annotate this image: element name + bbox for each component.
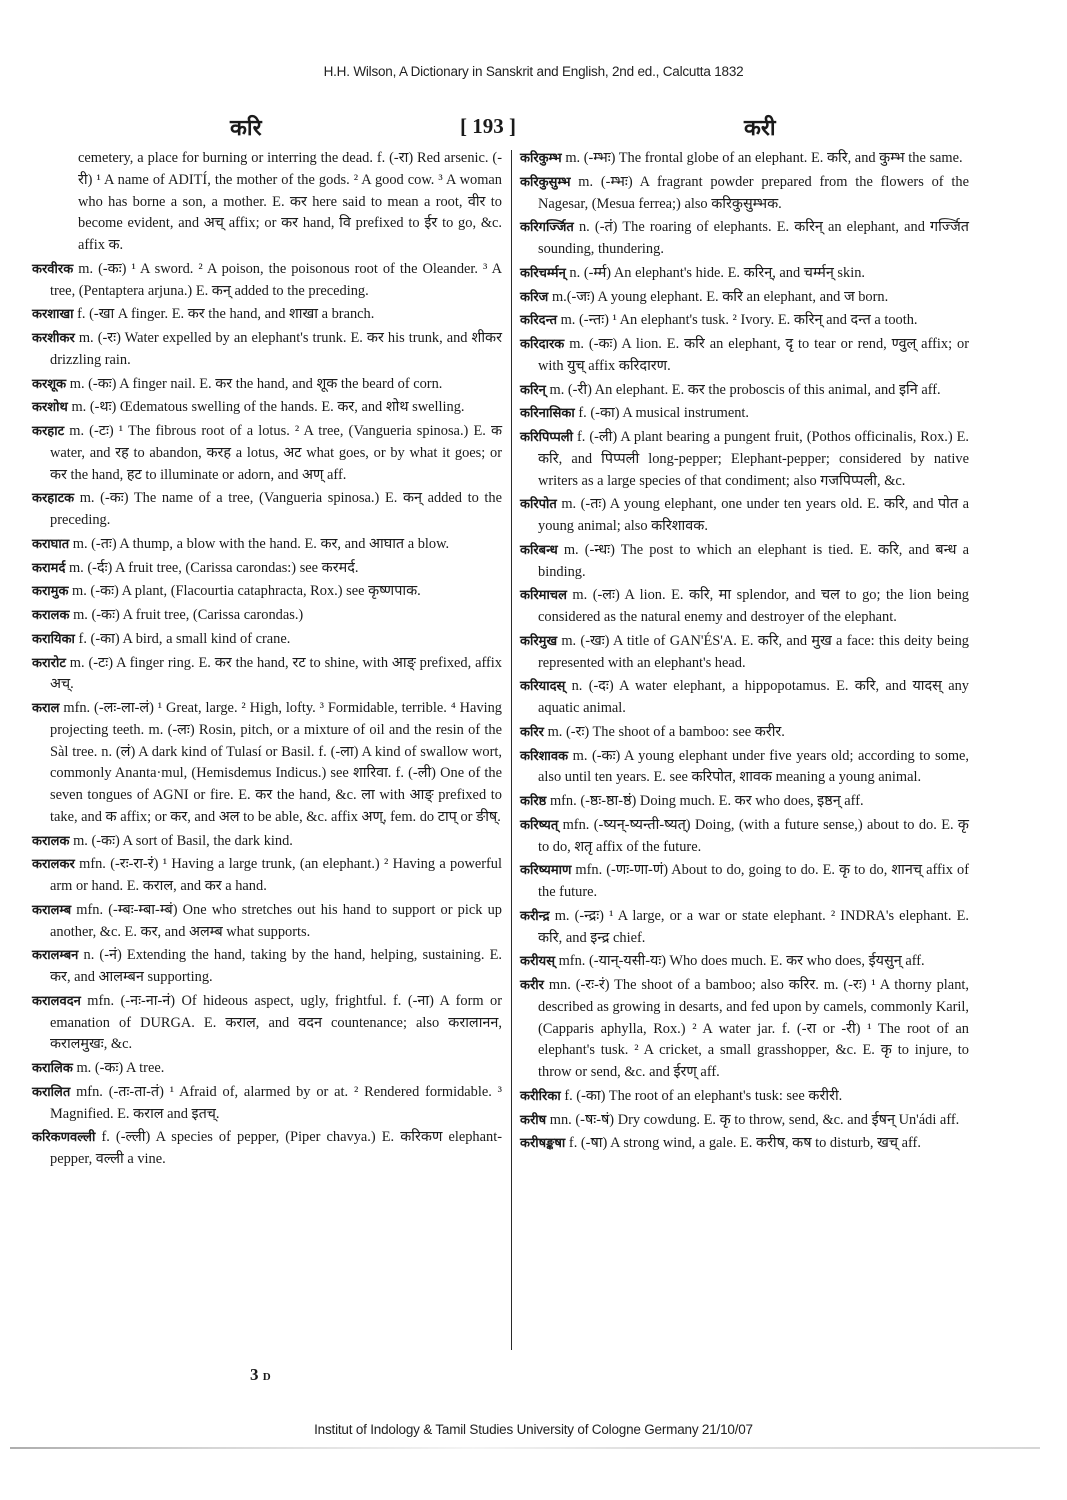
running-head (0, 112, 1067, 144)
entry-definition: mfn. (-ष्यन्-ष्यन्ती-ष्यत्) Doing, (with a future sense,) about to do. E. कृ to do, शतृ affix of the future. (538, 816, 969, 855)
dictionary-entry (32, 259, 502, 303)
page-number: [ 193 ] (460, 114, 516, 138)
entry-definition: m. (-री) An elephant. E. कर the proboscis of this animal, and इनि aff. (549, 381, 941, 398)
entry-headword: करिदन्त (520, 313, 557, 329)
dictionary-entry (32, 605, 502, 627)
dictionary-entry (520, 791, 969, 813)
entry-headword: करहाट (32, 424, 65, 439)
entry-headword: करिपोत (520, 497, 557, 513)
dictionary-entry (520, 1110, 969, 1132)
dictionary-entry (520, 1133, 969, 1155)
entry-definition: m. (-कः) A lion. E. करि an elephant, दृ to tear or rend, ण्वुल् affix; or with युच् affix करिदारण. (538, 336, 969, 374)
entry-headword: करालकर (32, 857, 75, 873)
entry-definition: m. (-न्तः) ¹ An elephant's tusk. ² Ivory. E. करिन् and दन्त a tooth. (560, 312, 918, 329)
entry-headword: करिमुख (520, 633, 558, 649)
scan-edge-line (10, 1447, 1040, 1449)
entry-headword: कराघात (32, 536, 70, 552)
entry-definition: f. (-षा) A strong wind, a gale. E. करीष, कष to disturb, खच् aff. (568, 1135, 921, 1152)
dictionary-entry (520, 585, 969, 629)
dictionary-entry (520, 380, 969, 402)
entry-headword: करीरिका (520, 1088, 561, 1104)
entry-headword: करिज (520, 289, 549, 305)
dictionary-entry (520, 263, 969, 285)
entry-headword: करालवदन (32, 993, 81, 1009)
dictionary-entry (520, 310, 969, 332)
right-column (520, 148, 969, 1157)
dictionary-entry (520, 427, 969, 492)
entry-definition: m. (-न्द्रः) ¹ A large, or a war or state elephant. ² INDRA's elephant. E. करि, and इन्द्र chief. (538, 907, 969, 946)
dictionary-entry (32, 328, 502, 372)
column-divider (511, 150, 512, 1350)
entry-headword: करालम्ब (32, 902, 72, 918)
entry-headword: करिनासिका (520, 406, 575, 422)
entry-definition: m. (-टः) ¹ The fibrous root of a lotus. ² A tree, (Vangueria spinosa.) E. क water, and रह to abandon, करह a lotus, अट what goes, or by what it goes; or कर the hand, हट to illuminate or adorn, and अण् aff. (50, 423, 502, 483)
entry-definition: m. (-कः) A tree. (76, 1060, 165, 1076)
entry-headword: करिन् (520, 382, 546, 398)
entry-headword: करिर (520, 724, 544, 740)
entry-headword: करिष्ठ (520, 794, 547, 809)
entry-definition: m. (-कः) A finger nail. E. कर the hand, and शूक the beard of corn. (69, 375, 443, 392)
entry-headword: करिष्यत् (520, 817, 559, 833)
entry-definition: mfn. (-म्बः-म्बा-म्बं) One who stretches out his hand to support or pick up another, &c. E. कर, and अलम्ब what supports. (50, 901, 502, 940)
dictionary-entry (520, 148, 969, 170)
entry-headword: करवीरक (32, 261, 74, 277)
entry-headword: करिकुम्भ (520, 151, 562, 166)
dictionary-entry (32, 854, 502, 898)
entry-definition: mn. (-रः-रं) The shoot of a bamboo; also करिर. m. (-रः) ¹ A thorny plant, described as growing in desarts, and fed upon by camels, commonly Karil, (Capparis aphylla, Rox.) ² A water jar. f. (-रा or -री) ¹ The root of an elephant's tusk. ² A cricket, a small grasshopper, &c. E. कृ to injure, to throw or send, &c. and ईरण् aff. (538, 977, 969, 1080)
dictionary-entry (32, 831, 502, 853)
entry-definition: f. (-का) A musical instrument. (578, 405, 750, 422)
entry-definition: mfn. (-लः-ला-लं) ¹ Great, large. ² High, lofty. ³ Formidable, terrible. ⁴ Having projecting teeth. m. (-लः) Rosin, pitch, or a mixture of oil and the resin of the Sàl tree. n. (लं) A dark kind of Tulasí or Basil. f. (-ला) A kind of swallow wort, commonly Ananta·mul, (Hemisdemus Indicus.) see शारिवा. f. (-ली) One of the seven tongues of AGNI or fire. E. कर the hand, &c. ला with आङ् prefixed to take, and क affix; or कर, and अल to be able, &c. affix अण्, fem. do टाप् or ङीष्. (50, 700, 502, 825)
entry-definition: m. (-टः) A finger ring. E. कर the hand, रट to shine, with आङ् prefixed, affix अच्. (50, 654, 502, 693)
entry-definition: m. (-कः) A young elephant under five years old; according to some, also until ten years. E. see करिपोत, शावक meaning a young animal. (538, 747, 969, 786)
entry-headword: करारोट (32, 655, 66, 671)
entry-headword: करिदारक (520, 337, 565, 352)
signature-mark (250, 1365, 271, 1385)
entry-definition: mfn. (-ष्ठः-ष्ठा-ष्ठं) Doing much. E. कर who does, इष्ठन् aff. (549, 793, 864, 809)
entry-definition: m.(-जः) A young elephant. E. करि an elephant, and ज born. (551, 288, 889, 305)
entry-definition: f. (-खा A finger. E. कर the hand, and शाखा a branch. (77, 306, 375, 323)
entry-headword: करशाखा (32, 307, 74, 323)
entry-headword: करिकुसुम्भ (520, 174, 571, 190)
dictionary-entry (520, 494, 969, 538)
dictionary-entry (520, 746, 969, 790)
entry-definition: mfn. (-णः-णा-णं) About to do, going to do. E. कृ to do, शानच् affix of the future. (538, 862, 969, 900)
entry-definition: m. (-कः) A fruit tree, (Carissa carondas.) (73, 607, 304, 623)
entry-definition: m. (-कः) ¹ A sword. ² A poison, the poisonous root of the Oleander. ³ A tree, (Pentaptera arjuna.) E. कन् added to the preceding. (50, 260, 502, 299)
left-column (32, 148, 502, 1173)
entry-definition: f. (-ल्ली) A species of pepper, (Piper chavya.) E. करिकण elephant-pepper, वल्ली a vine. (50, 1129, 502, 1167)
entry-definition: m. (-कः) The name of a tree, (Vangueria spinosa.) E. कन् added to the preceding. (50, 490, 502, 528)
entry-definition: mfn. (-नः-ना-नं) Of hideous aspect, ugly, frightful. f. (-ना) A form or emanation of DURGA. E. कराल, and वदन countenance; also करालानन, करालमुखः, &c. (50, 992, 502, 1053)
entry-headword: करिबन्ध (520, 542, 558, 558)
entry-definition: m. (-कः) A sort of Basil, the dark kind. (73, 832, 293, 849)
entry-headword: करामुक (32, 584, 69, 600)
dictionary-entry (520, 172, 969, 216)
dictionary-entry (520, 951, 969, 973)
dictionary-entry (520, 906, 969, 950)
entry-definition: m. (-तः) A thump, a blow with the hand. E. कर, and आघात a blow. (72, 535, 450, 552)
dictionary-entry (32, 629, 502, 651)
dictionary-entry (32, 534, 502, 556)
entry-definition: mfn. (-यान्-यसी-यः) Who does much. E. कर who does, ईयसुन् aff. (558, 953, 925, 970)
source-credit: H.H. Wilson, A Dictionary in Sanskrit and English, 2nd ed., Calcutta 1832 (323, 64, 744, 79)
entry-headword: करिमाचल (520, 588, 567, 604)
dictionary-entry (32, 397, 502, 419)
entry-headword: करिष्यमाण (520, 863, 572, 879)
entry-definition: n. (-नं) Extending the hand, taking by the hand, helping, sustaining. E. कर, and आलम्बन supporting. (50, 947, 502, 985)
entry-headword: करालित (32, 1084, 71, 1100)
entry-headword: करशोथ (32, 400, 68, 416)
dictionary-entry (520, 403, 969, 425)
entry-definition: m. (-रः) Water expelled by an elephant's trunk. E. कर his trunk, and शीकर drizzling rain. (50, 330, 502, 368)
dictionary-entry (32, 900, 502, 944)
dictionary-entry (32, 374, 502, 396)
dictionary-entry (520, 631, 969, 675)
entry-definition: f. (-का) A bird, a small kind of crane. (78, 630, 291, 647)
entry-headword: करायिका (32, 631, 75, 647)
dictionary-entry (520, 860, 969, 904)
entry-definition: f. (-का) The root of an elephant's tusk: see करीरी. (564, 1087, 843, 1104)
entry-definition: m. (-लः) A lion. E. करि, मा splendor, and चल to go; the lion being considered as the natural enemy and destroyer of the elephant. (538, 587, 969, 625)
entry-headword: करामर्द (32, 560, 66, 576)
dictionary-entry (32, 558, 502, 580)
entry-definition: n. (-तं) The roaring of elephants. E. करिन् an elephant, and गर्ज्जित sounding, thundering. (538, 219, 969, 257)
entry-headword: कराल (32, 701, 60, 716)
entry-definition: mn. (-षः-षं) Dry cowdung. E. कृ to throw, send, &c. and ईषन् Un'ádi aff. (549, 1111, 960, 1128)
entry-headword: करिपिप्पली (520, 430, 573, 445)
entry-headword: करीर (520, 978, 544, 993)
dictionary-entry (520, 217, 969, 261)
entry-definition: m. (-न्धः) The post to which an elephant is tied. E. करि, and बन्ध a binding. (538, 541, 969, 580)
entry-headword: करशीकर (32, 331, 75, 346)
dictionary-entry (520, 334, 969, 378)
dictionary-entry (32, 1058, 502, 1080)
entry-definition: m. (-खः) A title of GAN'ÉS'A. E. करि, and मुख a face: this deity being represented with an elephant's head. (538, 632, 969, 671)
signature-number: 3 (250, 1365, 259, 1384)
entry-headword: करालिक (32, 1061, 73, 1076)
dictionary-entry (520, 287, 969, 309)
entry-definition: f. (-ली) A plant bearing a pungent fruit, (Pothos officinalis, Rox.) E. करि, and पिप्पली long-pepper; Elephant-pepper; considered by native writers as a large species of that condiment; also गजपिप्पली, &c. (538, 429, 969, 489)
entry-headword: करियादस् (520, 679, 566, 695)
entry-definition: m. (-र्दः) A fruit tree, (Carissa carondas:) see करमर्द. (68, 559, 359, 576)
running-head-left: करि (230, 116, 262, 141)
entry-headword: करिशावक (520, 748, 569, 764)
entry-headword: करिचर्म्मन् (520, 265, 566, 281)
dictionary-entry (32, 421, 502, 486)
entry-headword: करालक (32, 833, 70, 849)
entry-definition: mfn. (-तः-ता-तं) ¹ Afraid of, alarmed by or at. ² Rendered formidable. ³ Magnified. E. कराल and इतच्. (50, 1083, 502, 1122)
dictionary-entry (32, 148, 502, 257)
entry-headword: करहाटक (32, 491, 75, 507)
entry-headword: करीष (520, 1112, 547, 1128)
entry-definition: m. (-कः) A plant, (Flacourtia cataphracta, Rox.) see कृष्णपाक. (72, 583, 421, 600)
dictionary-entry (520, 540, 969, 584)
entry-definition: m. (-म्भः) The frontal globe of an elephant. E. करि, and कुम्भ the same. (565, 150, 963, 166)
institution-credit: Institut of Indology & Tamil Studies University of Cologne Germany 21/10/07 (314, 1422, 753, 1437)
dictionary-entry (32, 304, 502, 326)
dictionary-entry (32, 1082, 502, 1126)
dictionary-entry (32, 698, 502, 829)
entry-definition: cemetery, a place for burning or interring the dead. f. (-रा) Red arsenic. (-री) ¹ A name of ADITÍ, the mother of the gods. ² A good cow. ³ A woman who has borne a son, a mother. E. कर here said to mean a root, वीर to become evident, and अच् affix; or कर hand, वि prefixed to ईर to go, &c. affix क. (78, 150, 502, 253)
entry-headword: करशूक (32, 376, 67, 392)
entry-definition: n. (-दः) A water elephant, a hippopotamus. E. करि, and यादस् any aquatic animal. (538, 678, 969, 716)
dictionary-entry (32, 653, 502, 697)
dictionary-entry (32, 488, 502, 532)
dictionary-entry (32, 581, 502, 603)
entry-headword: करीयस् (520, 954, 555, 970)
dictionary-entry (520, 975, 969, 1084)
entry-definition: m. (-रः) The shoot of a bamboo: see करीर. (547, 723, 785, 740)
entry-headword: करालक (32, 608, 70, 623)
entry-headword: करालम्बन (32, 948, 79, 964)
entry-headword: करिगर्ज्जित (520, 220, 574, 236)
entry-headword: करीन्द्र (520, 908, 550, 924)
entry-definition: mfn. (-रः-रा-रं) ¹ Having a large trunk, (an elephant.) ² Having a powerful arm or hand. E. कराल, and कर a hand. (50, 856, 503, 894)
dictionary-entry (32, 1127, 502, 1171)
running-head-right: करी (744, 116, 776, 141)
signature-letter: D (262, 1371, 271, 1383)
entry-definition: m. (-थः) Œdematous swelling of the hands. E. कर, and शोथ swelling. (71, 399, 465, 416)
dictionary-entry (520, 676, 969, 720)
entry-headword: करीषङ्कषा (520, 1136, 566, 1152)
entry-headword: करिकणवल्ली (32, 1130, 96, 1146)
dictionary-entry (32, 991, 502, 1056)
dictionary-entry (32, 945, 502, 989)
dictionary-entry (520, 815, 969, 859)
entry-definition: m. (-तः) A young elephant, one under ten years old. E. करि, and पोत a young animal; also करिशावक. (538, 496, 969, 534)
entry-definition: m. (-म्भः) A fragrant powder prepared from the flowers of the Nagesar, (Mesua ferrea;) also करिकुसुम्भक. (538, 173, 969, 212)
dictionary-entry (520, 1086, 969, 1108)
entry-definition: n. (-र्म्म) An elephant's hide. E. करिन्, and चर्म्मन् skin. (569, 264, 866, 281)
dictionary-entry (520, 722, 969, 744)
